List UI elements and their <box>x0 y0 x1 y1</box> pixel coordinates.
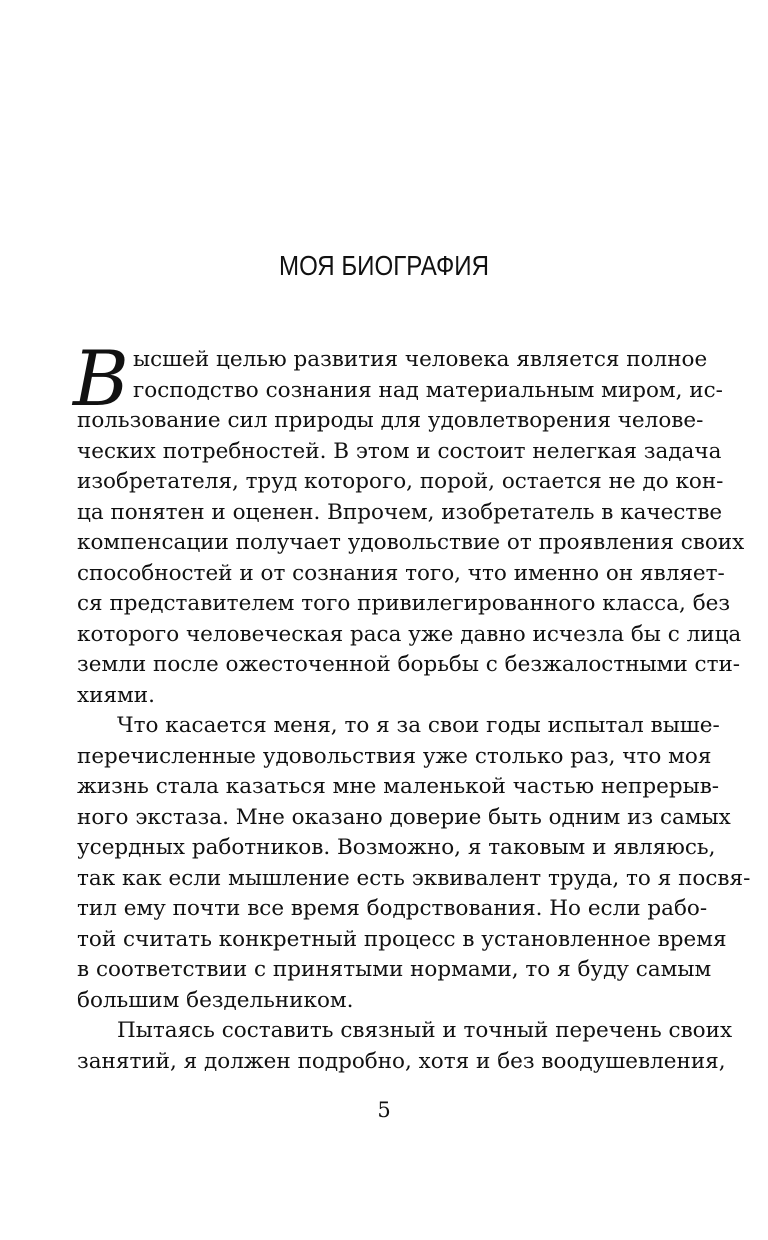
text-line: в соответствии с принятыми нормами, то я буду самым <box>77 957 712 982</box>
text-line: ысшей целью развития человека является полное <box>133 347 708 372</box>
paragraph-1 <box>73 334 745 711</box>
text-line: Что касается меня, то я за свои годы испытал выше- <box>117 713 720 738</box>
text-line: так как если мышление есть эквивалент труда, то я посвя- <box>77 865 751 891</box>
text-line: изобретателя, труд которого, порой, остается не до кон- <box>77 469 724 494</box>
paragraph-2 <box>77 711 751 1016</box>
text-line: хиями. <box>77 682 155 708</box>
text-line: большим бездельником. <box>77 987 354 1013</box>
text-line: земли после ожесточенной борьбы с безжалостными сти- <box>77 652 741 677</box>
chapter-title: МОЯ БИОГРАФИЯ <box>279 250 489 281</box>
text-line: ца понятен и оценен. Впрочем, изобретатель в качестве <box>77 499 723 525</box>
text-line: ческих потребностей. В этом и состоит нелегкая задача <box>77 438 722 464</box>
drop-cap: В <box>73 334 129 423</box>
text-line: жизнь стала казаться мне маленькой частью непрерыв- <box>77 774 720 799</box>
text-line: способностей и от сознания того, что именно он являет- <box>77 560 725 586</box>
text-line: ного экстаза. Мне оказано доверие быть одним из самых <box>77 804 731 830</box>
page-number: 5 <box>377 1098 391 1122</box>
text-line: компенсации получает удовольствие от проявления своих <box>77 530 745 555</box>
text-line: которого человеческая раса уже давно исчезла бы с лица <box>77 621 742 647</box>
text-line: тил ему почти все время бодрствования. Но если рабо- <box>77 896 708 921</box>
paragraph-3 <box>77 1016 733 1077</box>
text-line: господство сознания над материальным миром, ис- <box>133 377 723 403</box>
text-line: ся представителем того привилегированного класса, без <box>77 591 731 616</box>
text-line: той считать конкретный процесс в установленное время <box>77 926 727 952</box>
text-line: перечисленные удовольствия уже столько раз, что моя <box>77 743 712 769</box>
text-line: занятий, я должен подробно, хотя и без воодушевления, <box>77 1048 726 1074</box>
text-line: Пытаясь составить связный и точный перечень своих <box>117 1018 733 1043</box>
text-line: пользование сил природы для удовлетворения челове- <box>77 408 704 433</box>
text-line: усердных работников. Возможно, я таковым и являюсь, <box>77 835 716 860</box>
body-text <box>73 334 751 1077</box>
